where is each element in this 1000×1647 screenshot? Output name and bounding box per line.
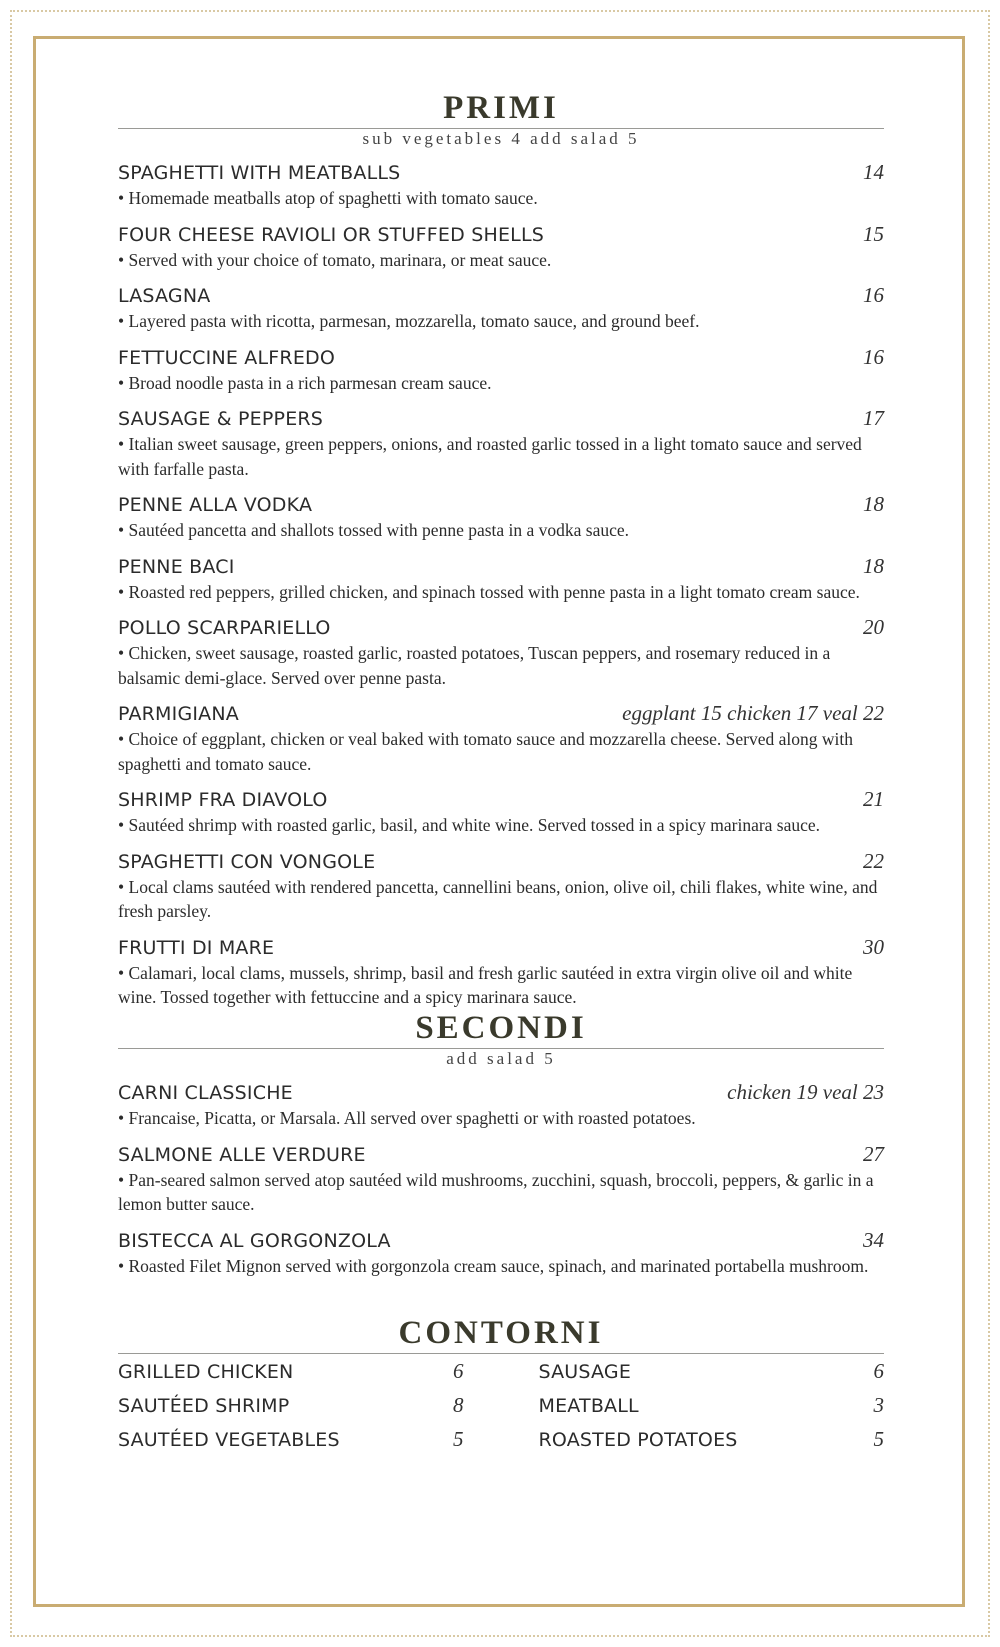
menu-item (118, 553, 884, 605)
menu-item-price: 18 (863, 492, 884, 516)
contorni-item (539, 1426, 885, 1460)
menu-item-header (118, 405, 884, 432)
secondi-title: SECONDI (415, 1010, 587, 1046)
menu-item-description: • Italian sweet sausage, green peppers, onions, and roasted garlic tossed in a light tomato sauce and served with farfalle pasta. (118, 434, 862, 479)
menu-item-description: • Sautéed shrimp with roasted garlic, basil, and white wine. Served tossed in a spicy marinara sauce. (118, 815, 821, 835)
secondi-subtitle: add salad 5 (446, 1049, 556, 1068)
primi-section (118, 88, 884, 1010)
menu-item-price: 30 (863, 934, 884, 959)
primi-list (118, 159, 884, 1010)
menu-item-header (118, 344, 884, 371)
menu-item-header (118, 553, 884, 580)
secondi-section (118, 1008, 884, 1278)
menu-item-header (118, 786, 884, 813)
contorni-item-price: 3 (873, 1393, 884, 1417)
menu-item-description: • Local clams sautéed with rendered pancetta, cannellini beans, onion, olive oil, chili flakes, white wine, and fresh parsley. (118, 876, 878, 921)
menu-item-price: chicken 19 veal 23 (727, 1080, 884, 1104)
menu-item-description: • Served with your choice of tomato, marinara, or meat sauce. (118, 249, 552, 270)
menu-item-header (118, 1141, 884, 1168)
menu-item-name: PENNE BACI (118, 555, 235, 578)
menu-item-name: SALMONE ALLE VERDURE (118, 1143, 366, 1166)
contorni-item-name: GRILLED CHICKEN (118, 1361, 294, 1383)
menu-item-header (118, 848, 884, 875)
menu-item-name: SPAGHETTI CON VONGOLE (118, 850, 376, 873)
menu-item-description: • Calamari, local clams, mussels, shrimp, basil and fresh garlic sautéed in extra virgin olive oil and white wine. Tossed together with fettuccine and a spicy marinara sauce. (118, 962, 853, 1007)
menu-item-description: • Homemade meatballs atop of spaghetti with tomato sauce. (118, 188, 538, 208)
contorni-item (118, 1392, 464, 1426)
contorni-title: CONTORNI (398, 1315, 604, 1351)
menu-item (118, 344, 884, 396)
menu-item-price: 17 (863, 406, 884, 430)
menu-item-price: 27 (863, 1141, 884, 1166)
menu-item-price: 16 (863, 283, 884, 307)
menu-item-description: • Chicken, sweet sausage, roasted garlic, roasted potatoes, Tuscan peppers, and rosemary reduced in a balsamic demi-glace. Served over penne pasta. (118, 643, 831, 688)
menu-item-description: • Pan-seared salmon served atop sautéed wild mushrooms, zucchini, squash, broccoli, peppers, & garlic in a lemon butter sauce. (118, 1169, 874, 1214)
menu-item-price: 22 (863, 848, 884, 873)
menu-item-description: • Roasted Filet Mignon served with gorgonzola cream sauce, spinach, and marinated portabella mushroom. (118, 1255, 869, 1276)
menu-item-name: CARNI CLASSICHE (118, 1082, 293, 1104)
menu-item (118, 700, 884, 776)
menu-item-price: eggplant 15 chicken 17 veal 22 (622, 701, 884, 725)
menu-item-description: • Francaise, Picatta, or Marsala. All served over spaghetti or with roasted potatoes. (118, 1108, 696, 1128)
contorni-item (539, 1392, 885, 1426)
menu-item (118, 848, 884, 924)
menu-item-description: • Layered pasta with ricotta, parmesan, mozzarella, tomato sauce, and ground beef. (118, 311, 700, 331)
menu-item (118, 934, 884, 1010)
primi-subtitle: sub vegetables 4 add salad 5 (362, 129, 640, 148)
contorni-grid (118, 1358, 884, 1460)
menu-item-description: • Choice of eggplant, chicken or veal baked with tomato sauce and mozzarella cheese. Served along with spaghetti and tomato sauce. (118, 729, 854, 774)
menu-item-name: FOUR CHEESE RAVIOLI OR STUFFED SHELLS (118, 223, 544, 246)
primi-title: PRIMI (443, 90, 559, 126)
contorni-item-price: 6 (453, 1359, 464, 1383)
menu-item-header (118, 700, 884, 727)
contorni-item (118, 1358, 464, 1392)
menu-item-name: PARMIGIANA (118, 703, 239, 725)
menu-item (118, 786, 884, 838)
menu-item (118, 491, 884, 543)
menu-item-description: • Roasted red peppers, grilled chicken, and spinach tossed with penne pasta in a light tomato cream sauce. (118, 581, 860, 602)
contorni-item-price: 8 (453, 1393, 464, 1417)
menu-item-price: 18 (863, 553, 884, 578)
contorni-item-name: ROASTED POTATOES (538, 1429, 738, 1451)
menu-item (118, 614, 884, 690)
menu-item-price: 34 (863, 1227, 884, 1252)
contorni-item-name: SAUSAGE (538, 1361, 632, 1383)
menu-item (118, 221, 884, 273)
contorni-item-name: SAUTÉED VEGETABLES (118, 1429, 340, 1451)
menu-item-price: 16 (863, 344, 884, 369)
secondi-list (118, 1079, 884, 1278)
contorni-rule (118, 1353, 884, 1354)
menu-item-price: 14 (863, 160, 884, 184)
menu-item-header (118, 614, 884, 641)
menu-item-name: SAUSAGE & PEPPERS (118, 408, 324, 430)
contorni-item-name: MEATBALL (538, 1395, 639, 1417)
menu-item-name: SHRIMP FRA DIAVOLO (118, 789, 328, 811)
menu-item-name: PENNE ALLA VODKA (118, 494, 313, 516)
contorni-item-price: 5 (873, 1427, 884, 1451)
menu-item-header (118, 934, 884, 961)
contorni-item (118, 1426, 464, 1460)
menu-item-header (118, 282, 884, 309)
menu-item-header (118, 221, 884, 248)
menu-item-name: SPAGHETTI WITH MEATBALLS (118, 162, 401, 184)
menu-item-header (118, 1079, 884, 1106)
menu-item-name: LASAGNA (118, 285, 211, 307)
contorni-item-name: SAUTÉED SHRIMP (118, 1395, 290, 1417)
menu-item-price: 21 (863, 787, 884, 811)
contorni-section (118, 1313, 884, 1460)
menu-item (118, 405, 884, 481)
menu-item-price: 15 (863, 221, 884, 246)
menu-item-name: BISTECCA AL GORGONZOLA (118, 1229, 391, 1252)
contorni-item-price: 6 (873, 1359, 884, 1383)
menu-item-name: FETTUCCINE ALFREDO (118, 346, 336, 369)
contorni-item (539, 1358, 885, 1392)
menu-item (118, 1227, 884, 1279)
menu-item (118, 1141, 884, 1217)
menu-item-header (118, 159, 884, 186)
menu-item-description: • Sautéed pancetta and shallots tossed with penne pasta in a vodka sauce. (118, 520, 630, 540)
menu-item (118, 1079, 884, 1131)
menu-item (118, 282, 884, 334)
menu-item-header (118, 491, 884, 518)
contorni-item-price: 5 (453, 1427, 464, 1451)
menu-item-name: FRUTTI DI MARE (118, 936, 275, 959)
menu-item-description: • Broad noodle pasta in a rich parmesan cream sauce. (118, 372, 492, 393)
menu-item-header (118, 1227, 884, 1254)
menu-item-price: 20 (863, 615, 884, 639)
menu-item (118, 159, 884, 211)
menu-item-name: POLLO SCARPARIELLO (118, 617, 331, 639)
